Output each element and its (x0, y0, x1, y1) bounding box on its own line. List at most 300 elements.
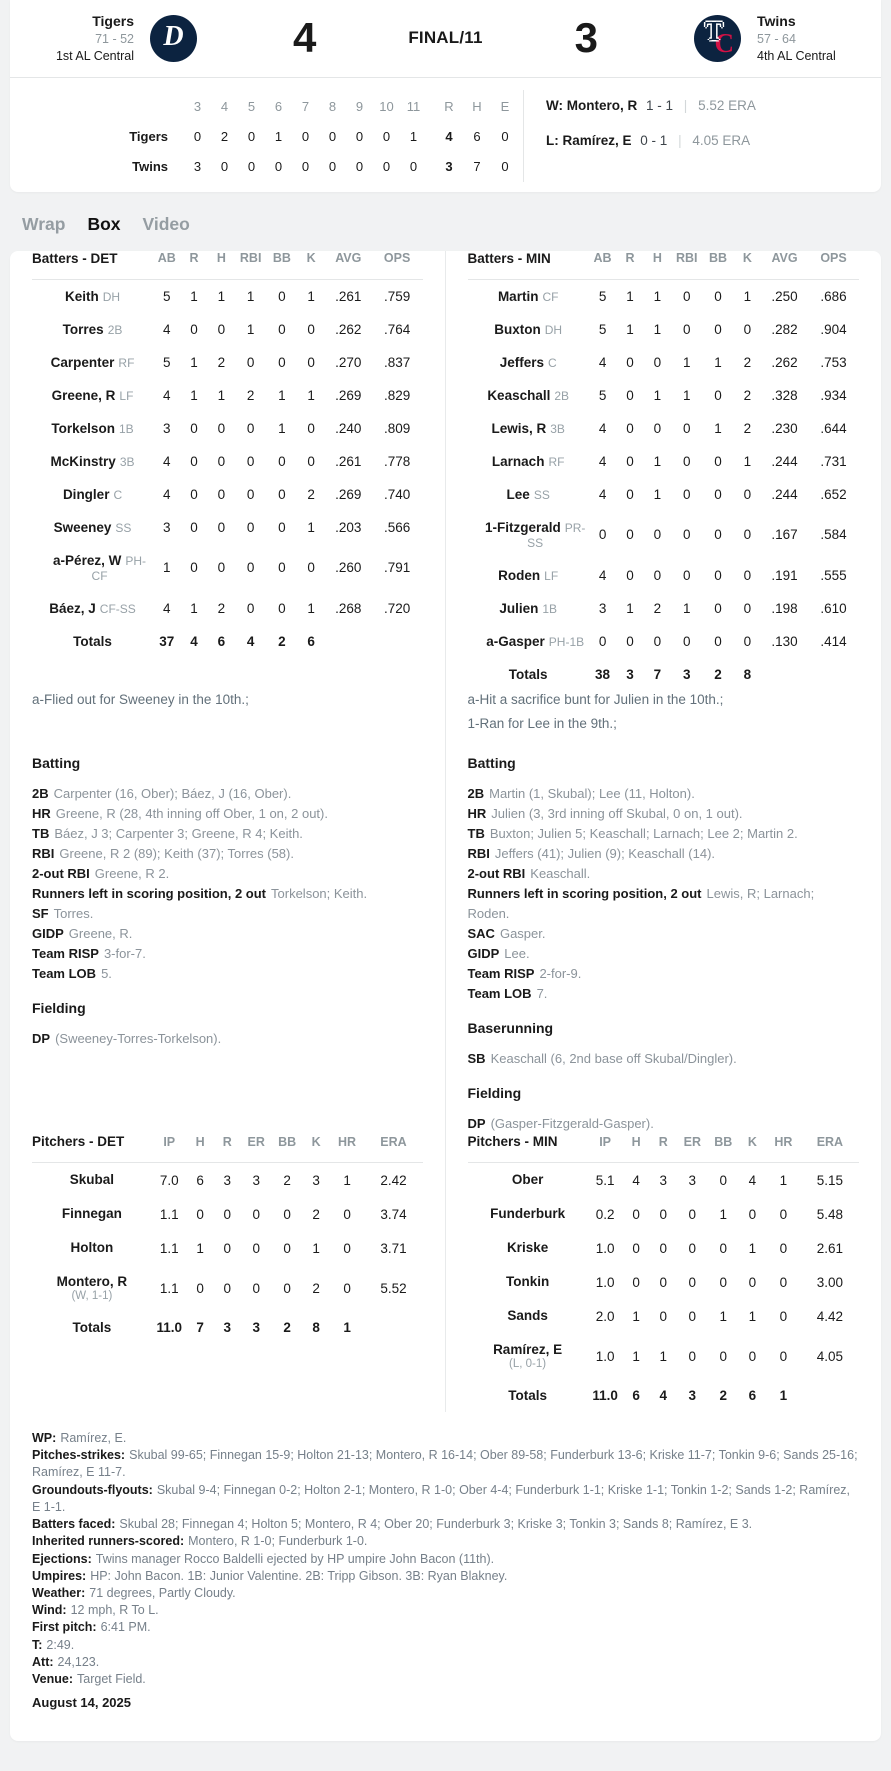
stat-er: 3 (688, 1172, 697, 1188)
stat-ab: 4 (598, 567, 607, 583)
linescore-row-home: Twins 3 0 0 0 0 0 0 0 0 3 7 0 (34, 152, 519, 182)
player-name[interactable]: Julien (499, 600, 539, 616)
stat-er: 0 (688, 1206, 697, 1222)
player-name[interactable]: Jeffers (499, 354, 544, 370)
stat-ops: .837 (383, 354, 411, 370)
stat-detail-line: RBI Greene, R 2 (89); Keith (37); Torres (58). (32, 846, 294, 862)
stat-avg: .328 (771, 387, 798, 403)
batters-table-min (468, 251, 860, 691)
column-header: BB (702, 251, 733, 280)
stat-hr: 0 (343, 1280, 351, 1296)
stat-avg: .268 (335, 600, 362, 616)
stat-k: 0 (307, 560, 315, 576)
player-position: CF (542, 289, 559, 304)
away-team-name: Tigers (92, 13, 134, 29)
stat-h: 1 (653, 387, 662, 403)
runs-total: 3 (445, 159, 453, 175)
stat-er: 0 (688, 1348, 697, 1364)
player-name[interactable]: Kriske (506, 1240, 549, 1256)
linescore-inning-headers (184, 99, 427, 114)
player-position: 1B (542, 601, 558, 616)
stat-bb: 0 (714, 600, 722, 616)
stat-r: 0 (659, 1206, 667, 1222)
linescore (34, 90, 519, 182)
player-name[interactable]: Keaschall (487, 387, 551, 403)
stat-h: 0 (196, 1206, 204, 1222)
section-heading: Batting (32, 755, 81, 772)
stat-h: 2 (217, 600, 226, 616)
stat-era: 5.52 (380, 1280, 407, 1296)
stat-r: 1 (190, 600, 198, 616)
stat-ops: .555 (820, 567, 847, 583)
inning-score: 2 (220, 129, 229, 145)
batters-header-row (32, 251, 423, 280)
player-name[interactable]: Torres (62, 321, 104, 337)
score-cluster (292, 14, 599, 62)
table-title: Pitchers - MIN (468, 1134, 588, 1163)
stat-bb: 0 (283, 1280, 291, 1296)
stat-bb: 0 (278, 288, 286, 304)
stat-ops: .644 (820, 420, 847, 436)
column-header: BB (708, 1134, 739, 1163)
stat-h: 0 (632, 1274, 640, 1290)
stat-k: 0 (743, 633, 752, 649)
table-title: Batters - DET (32, 251, 153, 280)
stat-ip: 1.0 (595, 1348, 615, 1364)
stat-detail-line: Team LOB 7. (467, 986, 548, 1002)
stat-bb: 0 (714, 527, 722, 543)
stat-rbi: 0 (246, 354, 255, 370)
stat-avg: .262 (335, 321, 362, 337)
stat-ops: .753 (820, 354, 847, 370)
pitcher-row (468, 1163, 860, 1198)
player-name[interactable]: Keith (64, 288, 99, 304)
stat-bb: 0 (719, 1348, 728, 1364)
boxscore-columns (10, 251, 881, 1412)
stat-hr: 0 (779, 1206, 788, 1222)
player-position: LF (119, 388, 134, 403)
stat-r: 0 (190, 486, 198, 502)
tigers-logo-icon: D (150, 15, 197, 62)
stat-era: 5.48 (816, 1206, 844, 1222)
column-header: K (298, 251, 325, 280)
stat-ab: 4 (598, 486, 607, 502)
stat-detail-line: 2-out RBI Greene, R 2. (32, 866, 170, 882)
stat-h: 0 (217, 519, 226, 535)
stat-r: 0 (626, 486, 634, 502)
stat-ops: .584 (820, 527, 847, 543)
stat-k: 2 (307, 486, 315, 502)
min-detail-section (446, 739, 882, 1134)
game-info-line: Att: 24,123. (32, 1654, 100, 1669)
stat-bb: 1 (278, 387, 286, 403)
stat-r: 0 (190, 321, 198, 337)
stat-hr: 1 (343, 1172, 351, 1188)
stat-ab: 4 (162, 321, 171, 337)
stat-ops: .686 (820, 288, 847, 304)
stat-bb: 0 (714, 567, 722, 583)
stat-bb: 0 (278, 600, 286, 616)
stat-h: 0 (632, 1206, 640, 1222)
stat-ip: 1.1 (159, 1240, 179, 1256)
stat-ab: 3 (162, 420, 171, 436)
stat-bb: 0 (278, 486, 286, 502)
player-name[interactable]: Greene, R (51, 387, 116, 403)
player-name[interactable]: Larnach (491, 453, 545, 469)
tab-video[interactable]: Video (142, 213, 190, 234)
stat-k: 2 (312, 1206, 320, 1222)
stat-ops: .934 (820, 387, 847, 403)
player-name[interactable]: Lewis, R (491, 420, 547, 436)
inning-score: 0 (409, 159, 418, 175)
inning-score: 0 (328, 129, 337, 145)
stat-detail-line: 2-out RBI Keaschall. (467, 866, 591, 882)
stat-ab: 4 (162, 600, 171, 616)
column-header: HR (330, 1134, 365, 1163)
stat-ops: .809 (383, 420, 411, 436)
stat-h: 4 (632, 1172, 640, 1188)
inning-header: 11 (406, 99, 421, 115)
pitcher-row (468, 1197, 860, 1231)
stat-avg: .167 (771, 527, 798, 543)
stat-r: 0 (659, 1308, 667, 1324)
stat-bb: 0 (278, 519, 286, 535)
player-name[interactable]: Carpenter (50, 354, 115, 370)
stat-detail-line: HR Greene, R (28, 4th inning off Ober, 1 on, 2 out). (32, 806, 328, 822)
column-header: AB (153, 251, 180, 280)
batter-row (468, 478, 860, 511)
tab-wrap[interactable]: Wrap (22, 213, 66, 234)
batter-row (32, 412, 423, 445)
player-position: PH-1B (548, 634, 585, 649)
stat-hr: 1 (779, 1172, 788, 1188)
stat-ab: 5 (598, 321, 607, 337)
player-name[interactable]: Montero, R (56, 1274, 128, 1290)
stat-era: 3.71 (380, 1240, 407, 1256)
stat-ops: .720 (383, 600, 411, 616)
stat-h: 0 (653, 633, 662, 649)
home-team-name: Twins (757, 13, 796, 29)
stat-era: 3.74 (380, 1206, 407, 1222)
inning-score: 1 (274, 129, 283, 145)
stat-k: 3 (312, 1172, 320, 1188)
stat-rbi: 0 (246, 560, 255, 576)
stat-avg: .244 (771, 486, 798, 502)
det-pitchers-section (10, 1134, 446, 1412)
stat-k: 1 (748, 1308, 757, 1324)
stat-ops: .740 (383, 486, 411, 502)
pitching-decisions (524, 90, 756, 182)
game-date: August 14, 2025 (32, 1695, 131, 1711)
stat-h: 6 (196, 1172, 204, 1188)
stat-hr: 0 (779, 1308, 788, 1324)
inning-score: 0 (247, 129, 256, 145)
player-name[interactable]: Finnegan (61, 1206, 122, 1222)
runs-total: 4 (445, 129, 453, 145)
totals-row: Totals 11.0 7 3 3 2 8 1 (72, 1320, 351, 1336)
stat-rbi: 0 (682, 633, 691, 649)
inning-score: 0 (247, 159, 256, 175)
section-heading: Baserunning (467, 1020, 554, 1037)
stat-h: 0 (632, 1240, 640, 1256)
stat-r: 0 (626, 567, 634, 583)
stat-k: 2 (743, 387, 752, 403)
column-header: R (650, 1134, 677, 1163)
stat-r: 0 (190, 453, 198, 469)
batter-row (32, 313, 423, 346)
player-name[interactable]: Buxton (494, 321, 541, 337)
batter-row (32, 544, 423, 592)
stat-k: 0 (743, 527, 752, 543)
stat-bb: 0 (714, 453, 722, 469)
stat-rbi: 0 (246, 453, 255, 469)
stat-bb: 0 (714, 486, 722, 502)
stat-r: 0 (626, 453, 634, 469)
stat-k: 0 (743, 567, 752, 583)
player-name[interactable]: Roden (498, 567, 541, 583)
column-header: K (303, 1134, 330, 1163)
stat-ab: 4 (598, 354, 607, 370)
stat-rbi: 1 (682, 600, 691, 616)
stat-r: 0 (626, 527, 634, 543)
column-header: RBI (235, 251, 266, 280)
stat-ip: 1.0 (595, 1274, 615, 1290)
game-info-line: Wind: 12 mph, R To L. (32, 1603, 159, 1618)
stat-h: 1 (217, 288, 226, 304)
player-position: DH (102, 289, 121, 304)
stat-avg: .269 (335, 387, 362, 403)
stat-r: 0 (190, 560, 198, 576)
stat-ip: 2.0 (595, 1308, 615, 1324)
stat-rbi: 1 (682, 387, 691, 403)
stat-avg: .240 (335, 420, 362, 436)
player-name[interactable]: Lee (506, 486, 530, 502)
player-name[interactable]: a-Pérez, W (53, 552, 122, 568)
batter-row (468, 379, 860, 412)
stat-h: 1 (653, 288, 662, 304)
column-header: OPS (372, 251, 423, 280)
stat-rbi: 0 (682, 486, 691, 502)
player-name[interactable]: Holton (70, 1240, 114, 1256)
game-info-line: WP: Ramírez, E. (32, 1431, 127, 1446)
column-header: H (623, 1134, 650, 1163)
stat-ops: .731 (820, 453, 847, 469)
player-name[interactable]: McKinstry (50, 453, 116, 469)
player-name[interactable]: Tonkin (505, 1274, 550, 1290)
stat-detail-line: Team LOB 5. (32, 966, 112, 982)
stat-detail-line: DP (Sweeney-Torres-Torkelson). (32, 1031, 222, 1047)
stat-k: 2 (743, 420, 752, 436)
column-header: H (187, 1134, 214, 1163)
linescore-header-row (34, 92, 519, 122)
batter-row (32, 379, 423, 412)
section-heading: Fielding (32, 1000, 86, 1017)
stat-rbi: 1 (246, 288, 255, 304)
pitchers-header-row (468, 1134, 860, 1163)
stat-avg: .262 (771, 354, 798, 370)
column-header: BB (272, 1134, 303, 1163)
player-name[interactable]: Funderburk (490, 1206, 566, 1222)
stat-bb: 2 (283, 1172, 291, 1188)
stat-k: 2 (312, 1280, 320, 1296)
table-title: Batters - MIN (468, 251, 589, 280)
stat-avg: .130 (771, 633, 798, 649)
inning-score: 0 (193, 129, 202, 145)
inning-score: 0 (382, 129, 391, 145)
game-info-line: Weather: 71 degrees, Partly Cloudy. (32, 1585, 236, 1600)
stat-bb: 1 (719, 1308, 728, 1324)
player-position: 3B (119, 454, 135, 469)
game-info-line: Inherited runners-scored: Montero, R 1-0; Funderburk 1-0. (32, 1534, 368, 1549)
player-name[interactable]: a-Gasper (486, 633, 545, 649)
player-name[interactable]: Báez, J (49, 600, 96, 616)
stat-k: 0 (743, 321, 752, 337)
inning-score: 0 (382, 159, 391, 175)
player-name[interactable]: Ramírez, E (493, 1342, 563, 1358)
game-info-line: Batters faced: Skubal 28; Finnegan 4; Holton 5; Montero, R 4; Ober 20; Funderburk 3; Kriske 3; Tonkin 3; Sands 8; Ramírez, E 3. (32, 1517, 753, 1532)
stat-avg: .270 (335, 354, 362, 370)
stat-ab: 5 (598, 387, 607, 403)
linescore-row-away: Tigers 0 2 0 1 0 0 0 0 1 4 6 0 (34, 122, 519, 152)
player-name[interactable]: Dingler (62, 486, 110, 502)
stat-r: 0 (626, 387, 634, 403)
stat-bb: 0 (714, 633, 722, 649)
stat-detail-line: Runners left in scoring position, 2 out Torkelson; Keith. (32, 886, 368, 902)
column-header: IP (588, 1134, 623, 1163)
stat-bb: 0 (714, 288, 722, 304)
stat-ops: .759 (383, 288, 411, 304)
stat-k: 1 (307, 288, 315, 304)
stat-bb: 0 (283, 1206, 291, 1222)
column-header: R (214, 1134, 241, 1163)
stat-k: 0 (307, 420, 315, 436)
det-notes (10, 691, 446, 739)
batter-row (468, 313, 860, 346)
pitcher-row (468, 1231, 860, 1265)
stat-r: 0 (223, 1206, 231, 1222)
det-detail-section (10, 739, 446, 1134)
away-team-standing: 1st AL Central (55, 48, 134, 63)
stat-rbi: 0 (682, 453, 691, 469)
game-info (10, 1412, 881, 1692)
stat-era: 3.00 (816, 1274, 844, 1290)
hits-header: H (472, 99, 482, 115)
column-header: IP (152, 1134, 187, 1163)
pitchers-header-row (32, 1134, 423, 1163)
totals-row: Totals 37 4 6 4 2 6 (73, 633, 315, 649)
player-position: LF (544, 568, 559, 583)
stat-detail-line: GIDP Greene, R. (32, 926, 133, 942)
batter-row (32, 279, 423, 313)
stat-k: 0 (748, 1206, 757, 1222)
stat-ab: 1 (162, 560, 171, 576)
inning-score: 0 (355, 159, 364, 175)
stat-ip: 0.2 (595, 1206, 615, 1222)
batter-row (32, 511, 423, 544)
stat-r: 3 (659, 1172, 667, 1188)
stat-detail-line: TB Buxton; Julien 5; Keaschall; Larnach; Lee 2; Martin 2. (467, 826, 798, 842)
stat-k: 0 (307, 354, 315, 370)
stat-ip: 1.1 (159, 1280, 179, 1296)
errors-header: E (500, 99, 510, 115)
stat-avg: .191 (771, 567, 798, 583)
stat-ab: 4 (162, 387, 171, 403)
player-position: SS (533, 487, 550, 502)
decision-note: (W, 1-1) (71, 1290, 113, 1303)
inning-header: 10 (379, 99, 394, 115)
content-tabs (0, 192, 891, 251)
inning-score: 0 (355, 129, 364, 145)
stat-er: 0 (688, 1308, 697, 1324)
tab-box[interactable]: Box (87, 213, 121, 234)
inning-header: 3 (193, 99, 202, 115)
hits-total: 6 (473, 129, 481, 145)
stat-avg: .250 (771, 288, 798, 304)
stat-ip: 1.1 (159, 1206, 179, 1222)
stat-detail-line: Runners left in scoring position, 2 out Lewis, R; Larnach; Roden. (467, 886, 815, 922)
stat-ops: .652 (820, 486, 847, 502)
player-position: 3B (550, 421, 565, 436)
twins-logo-icon: C T (694, 15, 741, 62)
scoreboard-card (10, 0, 881, 192)
stat-bb: 1 (714, 420, 722, 436)
player-name[interactable]: Skubal (69, 1172, 115, 1188)
stat-k: 0 (748, 1274, 757, 1290)
stat-k: 1 (312, 1240, 320, 1256)
totals-row: Totals 11.0 6 4 3 2 6 1 (508, 1388, 788, 1404)
stat-r: 1 (190, 288, 198, 304)
player-name[interactable]: 1-Fitzgerald (484, 519, 561, 535)
stat-bb: 1 (719, 1206, 728, 1222)
stat-ab: 5 (162, 288, 171, 304)
player-position: SS (115, 520, 132, 535)
score-header (10, 10, 881, 77)
player-name[interactable]: Sweeney (53, 519, 112, 535)
column-header: R (180, 251, 207, 280)
stat-ab: 0 (598, 633, 607, 649)
batter-row (468, 445, 860, 478)
stat-k: 1 (743, 288, 752, 304)
batter-row (468, 559, 860, 592)
stat-ops: .904 (820, 321, 847, 337)
stat-ab: 4 (162, 453, 171, 469)
player-name[interactable]: Torkelson (51, 420, 115, 436)
stat-h: 1 (196, 1240, 204, 1256)
min-notes (446, 691, 882, 739)
away-team-info (38, 12, 134, 65)
table-title: Pitchers - DET (32, 1134, 152, 1163)
inning-header: 9 (355, 99, 364, 115)
player-name[interactable]: Martin (497, 288, 539, 304)
stat-detail-line: HR Julien (3, 3rd inning off Skubal, 0 on, 1 out). (467, 806, 743, 822)
player-position: 2B (554, 388, 570, 403)
pitcher-row (32, 1197, 423, 1231)
hits-total: 7 (473, 159, 481, 175)
stat-r: 0 (223, 1280, 231, 1296)
stat-bb: 0 (714, 321, 722, 337)
game-info-line: Ejections: Twins manager Rocco Baldelli ejected by HP umpire John Bacon (11th). (32, 1551, 495, 1566)
stat-k: 0 (743, 486, 752, 502)
stat-detail-line: 2B Martin (1, Skubal); Lee (11, Holton). (467, 786, 695, 802)
pitcher-row (468, 1333, 860, 1379)
player-name[interactable]: Ober (511, 1172, 544, 1188)
decision-note: (L, 0-1) (509, 1358, 547, 1371)
column-header: ER (677, 1134, 708, 1163)
stat-hr: 0 (779, 1274, 788, 1290)
stat-r: 1 (626, 600, 634, 616)
stat-era: 2.42 (380, 1172, 407, 1188)
player-name[interactable]: Sands (507, 1308, 548, 1324)
